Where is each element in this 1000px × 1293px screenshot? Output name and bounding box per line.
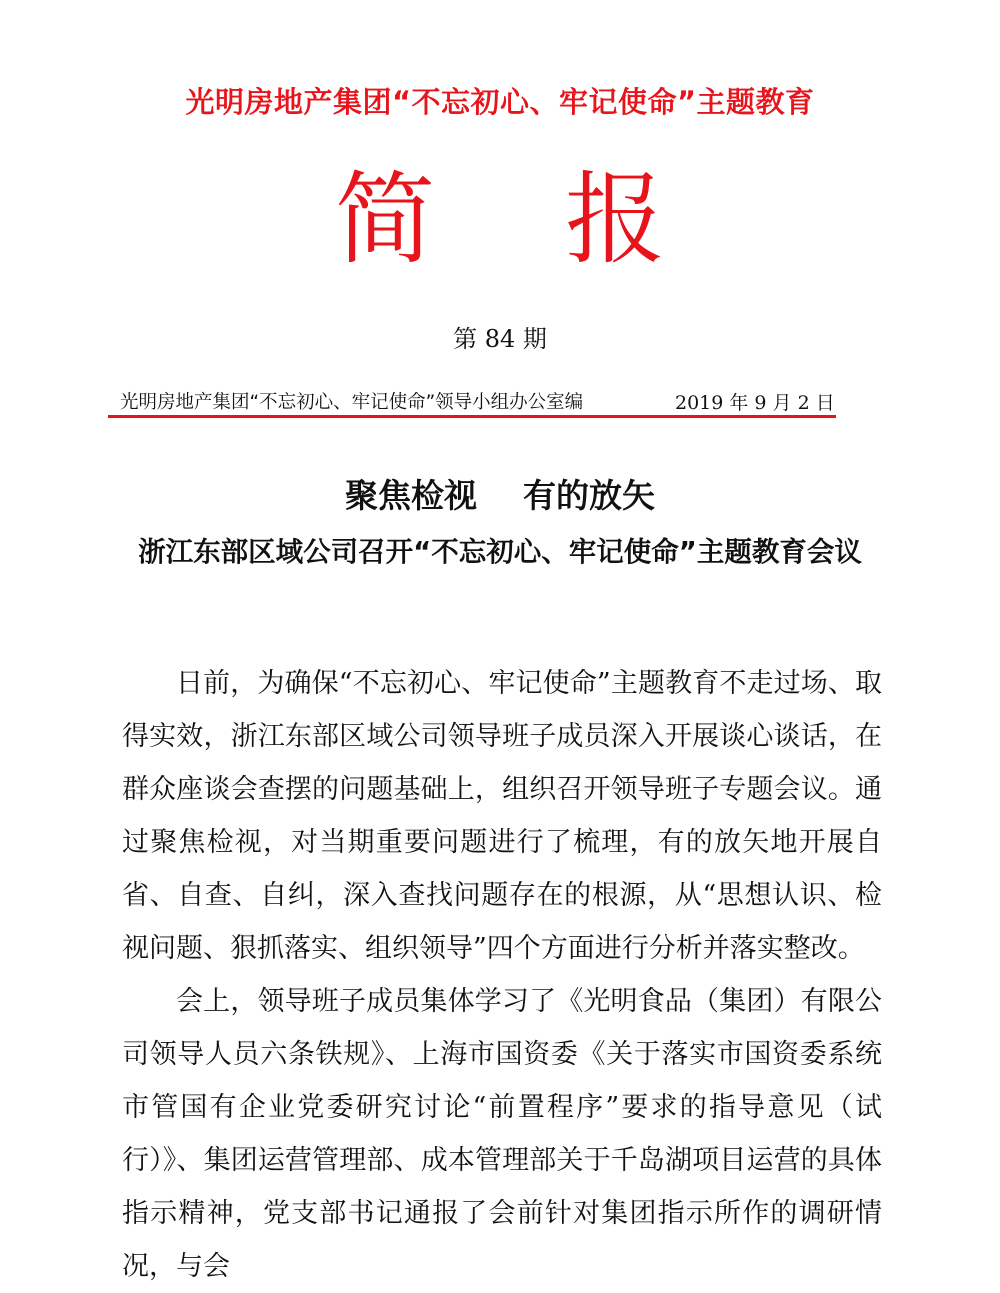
issue-number: 第 84 期 [453,325,547,353]
masthead-title [0,160,1000,280]
article-paragraph: 会上，领导班子成员集体学习了《光明食品（集团）有限公司领导人员六条铁规》、上海市国资委《关于落实市国资委系统市管国有企业党委研究讨论“前置程序”要求的指导意见（试行）》、集团运营管理部、成本管理部关于千岛湖项目运营的具体指示精神，党支部书记通报了会前针对集团指示所作的调研情况，与会 [122,986,882,1282]
masthead-char-bao: 报 [565,161,665,278]
red-divider-rule [108,415,836,418]
editor-office: 光明房地产集团“不忘初心、牢记使命”领导小组办公室编 [120,392,584,413]
masthead-char-jian: 简 [335,161,435,278]
article-subtitle: 浙江东部区域公司召开“不忘初心、牢记使命”主题教育会议 [138,536,862,568]
publish-date: 2019 年 9 月 2 日 [675,392,835,414]
article-paragraph: 日前，为确保“不忘初心、牢记使命”主题教育不走过场、取得实效，浙江东部区域公司领导班子成员深入开展谈心谈话，在群众座谈会查摆的问题基础上，组织召开领导班子专题会议。通过聚焦检视，对当期重要问题进行了梳理，有的放矢地开展自省、自查、自纠，深入查找问题存在的根源，从“思想认识、检视问题、狠抓落实、组织领导”四个方面进行分析并落实整改。 [122,668,882,964]
org-theme-title: 光明房地产集团“不忘初心、牢记使命”主题教育 [185,85,815,119]
article-body [122,657,882,1293]
article-title: 聚焦检视 有的放矢 [345,476,655,515]
